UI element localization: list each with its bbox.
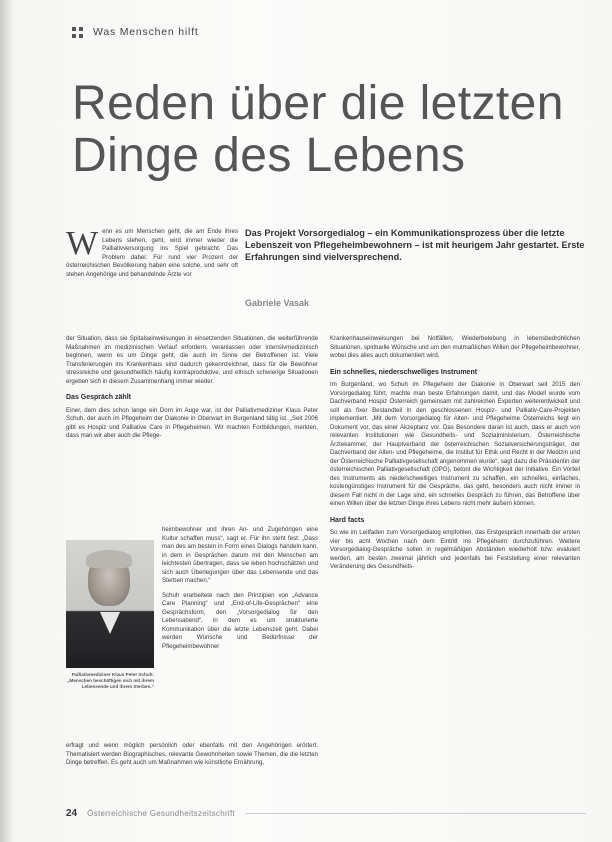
body-paragraph: Schuh erarbeitete nach den Prinzipien von „Advance Care Planning“ und „End-of-Life-Gesprächen“ eine Gesprächsform, den „Vorsorgedialog für den Lebensabend“, in dem es um strukturierte Kommunikation über die letzte Lebenszeit geht. Dabei werden Wünsche und Bedürfnisse der Pflegeheimbewohner (162, 591, 318, 650)
photo-caption: Palliativmediziner Klaus Peter Schuh: „Menschen beschäftigen sich mit ihrem Lebensende und ihrem Sterben.“ (67, 672, 154, 690)
portrait-hair (86, 550, 132, 568)
title-line-1: Reden über die letzten (72, 77, 564, 130)
author-byline: Gabriele Vasak (245, 298, 310, 308)
body-paragraph: Krankenhauseinweisungen bei Notfällen, Wiederbelebung in lebensbedrohlichen Situationen, spirituelle Wünsche und um den mutmaßlichen Willen der Pflegeheimbewohner, wobei dies alles auch dokumentiert wird. (330, 335, 580, 359)
subheading: Hard facts (330, 516, 365, 524)
footer-rule (245, 813, 586, 814)
page-edge-shadow (0, 0, 14, 842)
section-label: Was Menschen hilft (93, 26, 199, 38)
title-line-2: Dinge des Lebens (72, 129, 466, 182)
intro-text: enn es um Menschen geht, die am Ende ihres Lebens stehen, geht, wird immer wieder die Palliativversorgung ins Spiel gebracht. Das Problem dabei: Für rund vier Prozent der österreichischen Bevölkerung haben eine solche, und sehr oft stehen Angehörige und behandelnde Ärzte vor (66, 228, 238, 278)
body-paragraph: Im Burgenland, wo Schuh im Pflegeheim der Diakonie in Oberwart seit 2015 den Vorsorgedialog führt, machte man beste Erfahrungen damit, und das Modell wurde vom Dachverband Hospiz Österreich gemeinsam mit zahlreichen Experten weiterentwickelt und soll als fixer Bestandteil in den geschlossenen Hospiz- und Palliativ-Care-Projekten implementiert. „Mit dem Vorsorgedialog für Alten- und Pflegeheime Österreichs liegt ein Dokument vor, das einer Akzeptanz vor. Das Besondere daran ist auch, dass er auch von relevanten Institutionen wie Gesundheits- und Sozialministerium, Österreichische Ärztekammer, der Hauptverband der österreichischen Sozialversicherungsträger, der Dachverband der Alten- und Pflegeheime, die Institut für Ethik und Recht in der Medizin und der Österreichische Palliativgesellschaft angenommen wurde“, sagt dazu die Präsidentin der österreichischen Palliativgesellschaft (OPG), betont die Wichtigkeit der Initiative. Ein Vorteil des Instruments als niederschwelliges Instrument zu schaffen, ein schnelles, einfaches, kostengünstiges Instrument für die Gespräche, das geht, besonders auch nicht immer in diesem Fall nicht in der Lage sind, ein schnelles Gespräch zu führen, das Betroffene über einen Willen über die letzten Dinge ihres Lebens nicht mehr äußern können. (330, 381, 580, 507)
body-paragraph: erfragt und wenn möglich persönlich oder ebenfalls mit den Angehörigen erörtert. Thematisiert werden Biographisches, relevante Gewohnheiten sowie Themen, die die letzten Dinge betreffen. Es geht auch um Maßnahmen wie künstliche Ernährung, (66, 742, 318, 766)
portrait-photo (66, 540, 154, 668)
body-paragraph: Einer, dem dies schon lange ein Dorn im Auge war, ist der Palliativmediziner Klaus Peter Schuh, der auch im Pflegeheim der Diakonie in Oberwart im Burgenland tätig ist. „Seit 2006 gibt es Hospiz und Palliative Care in Pflegeheimen. Wir machten Fortbildungen, merkten, dass man wir aber auch die Pflege- (66, 406, 318, 439)
subheading: Ein schnelles, niederschwelliges Instrument (330, 368, 478, 376)
page-number: 24 (66, 808, 78, 819)
publication-name: Österreichische Gesundheitszeitschrift (87, 809, 236, 818)
dots-icon (72, 27, 83, 38)
subheading: Das Gespräch zählt (66, 394, 131, 401)
left-column-bottom (66, 742, 318, 768)
left-column-upper (66, 335, 318, 441)
page-footer (66, 808, 586, 819)
body-paragraph: heimbewohner und ihren An- und Zugehörigen eine Kultur schaffen muss“, sagt er. Für ihn steht fest: „Dass man des am besten in Form eines Dialogs handeln kann, in dem in Gesprächen darum mit den Menschen am leichtesten übertragen, dass sie leben hochschätzen und sich auch Überlegungen über das Lebensende und das Sterben machen.“ (162, 526, 318, 584)
right-column (330, 335, 580, 572)
intro-paragraph (66, 225, 238, 279)
left-column-narrow (162, 526, 318, 651)
portrait-collar (100, 612, 120, 634)
section-kicker (72, 26, 199, 38)
article-title (72, 78, 592, 182)
body-paragraph: So wie im Leitfaden zum Vorsorgedialog empfohlen, das Erstgespräch innerhalb der ersten vier bis acht Wochen nach dem Eintritt ins Pflegeheim durchzuführen. Weitere Vorsorgedialog-Gespräche sollen in regelmäßigen Abständen wiederholt bzw. evaluiert werden, am besten zweimal jährlich und jedenfalls bei Feststellung einer relevanten Veränderung des Gesundheits- (330, 529, 580, 570)
body-paragraph: der Situation, dass sie Spitalseinweisungen in einsetzenden Situationen, die weiterführende Maßnahmen im medizinischen Verlauf erfordern, veranlassen oder intensivmedizinisch beginnen, wenn es um Dinge geht, die auch im Sinne der Betroffenen ist. Viele Transferierungen ins Krankenhaus sind dadurch gekennzeichnet, dass für die Bewohner stressreiche und gesundheitlich häufig kontraproduktive, und ethisch schwierige Situationen ergeben sich in diesem Zusammenhang immer wieder. (66, 335, 318, 385)
article-lead: Das Projekt Vorsorgedialog – ein Kommunikationsprozess über die letzte Lebenszeit von Pflegeheimbewohnern – ist mit heurigem Jahr gestartet. Erste Erfahrungen sind vielversprechend. (245, 228, 585, 262)
drop-cap: W (66, 225, 99, 262)
